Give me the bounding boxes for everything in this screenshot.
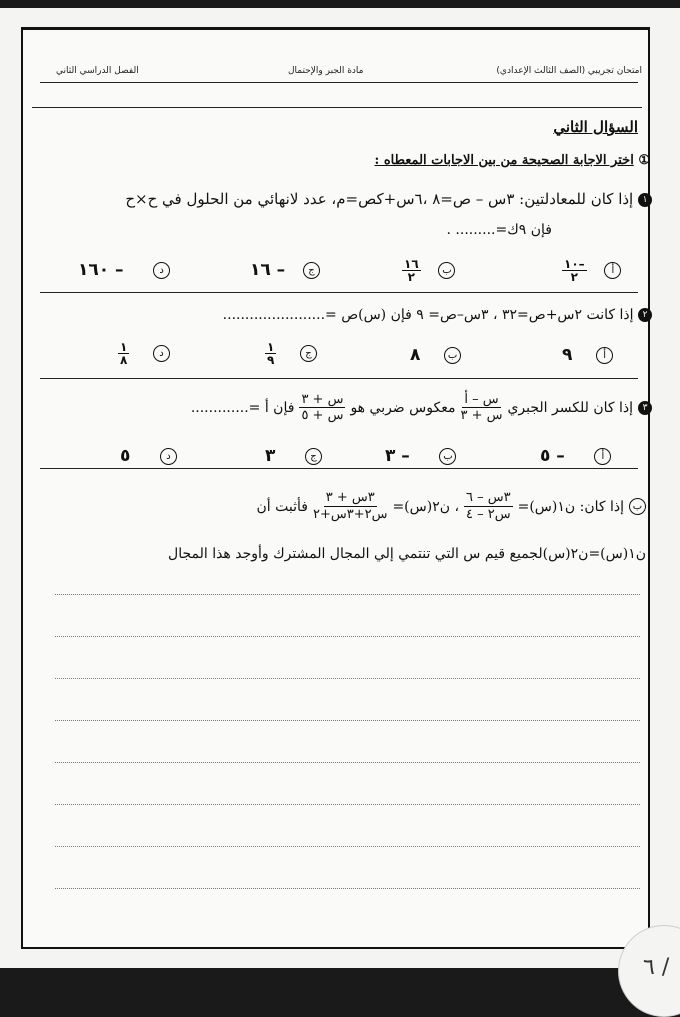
q4-text-b: ، ن٢(س)= (392, 498, 459, 515)
q4-frac-b-num: ٣س + ٣ (325, 490, 375, 505)
label-ba: ب (438, 262, 455, 279)
q1-opt-a-den: ٢ (570, 270, 578, 284)
answer-line[interactable] (55, 636, 640, 638)
q3-option-a[interactable] (540, 446, 611, 466)
q2-option-c[interactable] (265, 341, 317, 366)
page-number: ٦ / (643, 955, 670, 980)
label-dal: د (160, 448, 177, 465)
q1-option-b[interactable] (402, 258, 455, 283)
q1-line2: فإن ٩ك=......... . (446, 222, 552, 238)
label-jim: ج (300, 345, 317, 362)
q2-line (223, 307, 652, 323)
label-ba: ب (444, 347, 461, 364)
q2-opt-d-num: ١ (120, 340, 128, 354)
q1-badge: ١ (638, 193, 652, 207)
q3-option-c[interactable] (265, 446, 322, 466)
q4-frac-a-num: ٣س – ٦ (465, 490, 511, 505)
header-rule (40, 82, 638, 83)
q3-text-a: إذا كان للكسر الجبري (507, 399, 633, 416)
q4-text-a: إذا كان: ن١(س)= (517, 498, 624, 515)
header-rule-2 (32, 107, 642, 108)
q2-opt-c-frac (265, 341, 276, 366)
answer-line[interactable] (55, 720, 640, 722)
answer-line[interactable] (55, 888, 640, 890)
label-ba: ب (439, 448, 456, 465)
q2-option-b[interactable] (410, 345, 461, 365)
q3-rule (40, 468, 638, 469)
q4-frac-a-den: س٢ – ٤ (465, 507, 511, 522)
section-title: السؤال الثاني (553, 118, 638, 136)
q3-option-d[interactable] (120, 446, 177, 466)
q1-line1 (125, 190, 652, 208)
instruction-text: اختر الاجابة الصحيحة من بين الاجابات المعطاه : (374, 153, 634, 168)
answer-line[interactable] (55, 804, 640, 806)
q3-text-c: فإن أ =............. (190, 399, 295, 416)
q2-rule (40, 378, 638, 379)
q3-badge: ٣ (638, 401, 652, 415)
q3-opt-b-text: ٣ – (385, 446, 410, 466)
answer-line[interactable] (55, 846, 640, 848)
label-dal: د (153, 262, 170, 279)
q2-opt-d-den: ٨ (120, 353, 128, 367)
q4-frac-b (313, 490, 388, 523)
bottom-bar (0, 968, 680, 993)
q2-opt-c-den: ٩ (267, 353, 275, 367)
label-alef: أ (596, 347, 613, 364)
q1-opt-a-num: ١٠– (564, 257, 585, 271)
q1-opt-a-frac (562, 258, 587, 283)
q4-frac-a (464, 490, 513, 523)
label-dal: د (153, 345, 170, 362)
instruction-marker: ① (638, 153, 650, 168)
header-center: مادة الجبر والإحتمال (288, 66, 364, 76)
q3-option-b[interactable] (385, 446, 456, 466)
q2-opt-a-text: ٩ (562, 345, 573, 365)
q1-option-d[interactable] (78, 260, 170, 280)
q1-opt-c-text: ١٦ – (250, 260, 286, 280)
q3-frac-b (299, 392, 345, 423)
q2-badge: ٢ (638, 308, 652, 322)
q2-opt-d-frac (118, 341, 129, 366)
q1-opt-b-num: ١٦ (404, 257, 419, 271)
instruction (375, 153, 650, 168)
q3-frac-a-den: س + ٣ (460, 408, 503, 423)
q2-opt-c-num: ١ (267, 340, 275, 354)
q3-opt-d-text: ٥ (120, 446, 131, 466)
q2-option-d[interactable] (118, 341, 170, 366)
q1-opt-b-den: ٢ (407, 270, 415, 284)
q3-line (191, 392, 652, 423)
top-bar (0, 0, 680, 8)
q4-text-c: فأثبت أن (256, 498, 308, 515)
label-alef: أ (604, 262, 621, 279)
q3-frac-b-num: س + ٣ (301, 392, 344, 407)
q1-option-c[interactable] (250, 260, 320, 280)
header-left: الفصل الدراسي الثاني (56, 66, 139, 76)
answer-line[interactable] (55, 594, 640, 596)
q4-marker: ب (629, 498, 646, 515)
q1-opt-b-frac (402, 258, 421, 283)
label-alef: أ (594, 448, 611, 465)
q2-text: إذا كانت ٢س+ص=٣٢ ، ٣س–ص= ٩ فإن (س)ص =....................... (222, 307, 634, 323)
q1-rule (40, 292, 638, 293)
label-jim: ج (305, 448, 322, 465)
q1-text: إذا كان للمعادلتين: ٣س – ص=٨ ،٦س+كص=م، عدد لانهائي من الحلول في ح×ح (125, 190, 634, 208)
label-jim: ج (303, 262, 320, 279)
q3-text-b: معكوس ضربي هو (350, 399, 456, 416)
answer-line[interactable] (55, 678, 640, 680)
q3-opt-a-text: ٥ – (540, 446, 565, 466)
q3-frac-a-num: س – أ (464, 392, 499, 407)
header-right: امتحان تجريبي (الصف الثالث الإعدادي) (496, 66, 642, 76)
q3-frac-b-den: س + ٥ (301, 408, 344, 423)
q1-opt-d-text: ١٦٠ – (78, 260, 124, 280)
answer-line[interactable] (55, 762, 640, 764)
q2-option-a[interactable] (562, 345, 613, 365)
q3-opt-c-text: ٣ (265, 446, 276, 466)
q3-frac-a (460, 392, 502, 423)
q4-line1 (257, 490, 647, 523)
q4-line2: ن١(س)=ن٢(س)لجميع قيم س التي تنتمي إلي المجال المشترك وأوجد هذا المجال (168, 546, 646, 562)
q2-opt-b-text: ٨ (410, 345, 421, 365)
q1-option-a[interactable] (562, 258, 621, 283)
q4-frac-b-den: س٢+٣س+٢ (312, 507, 388, 522)
